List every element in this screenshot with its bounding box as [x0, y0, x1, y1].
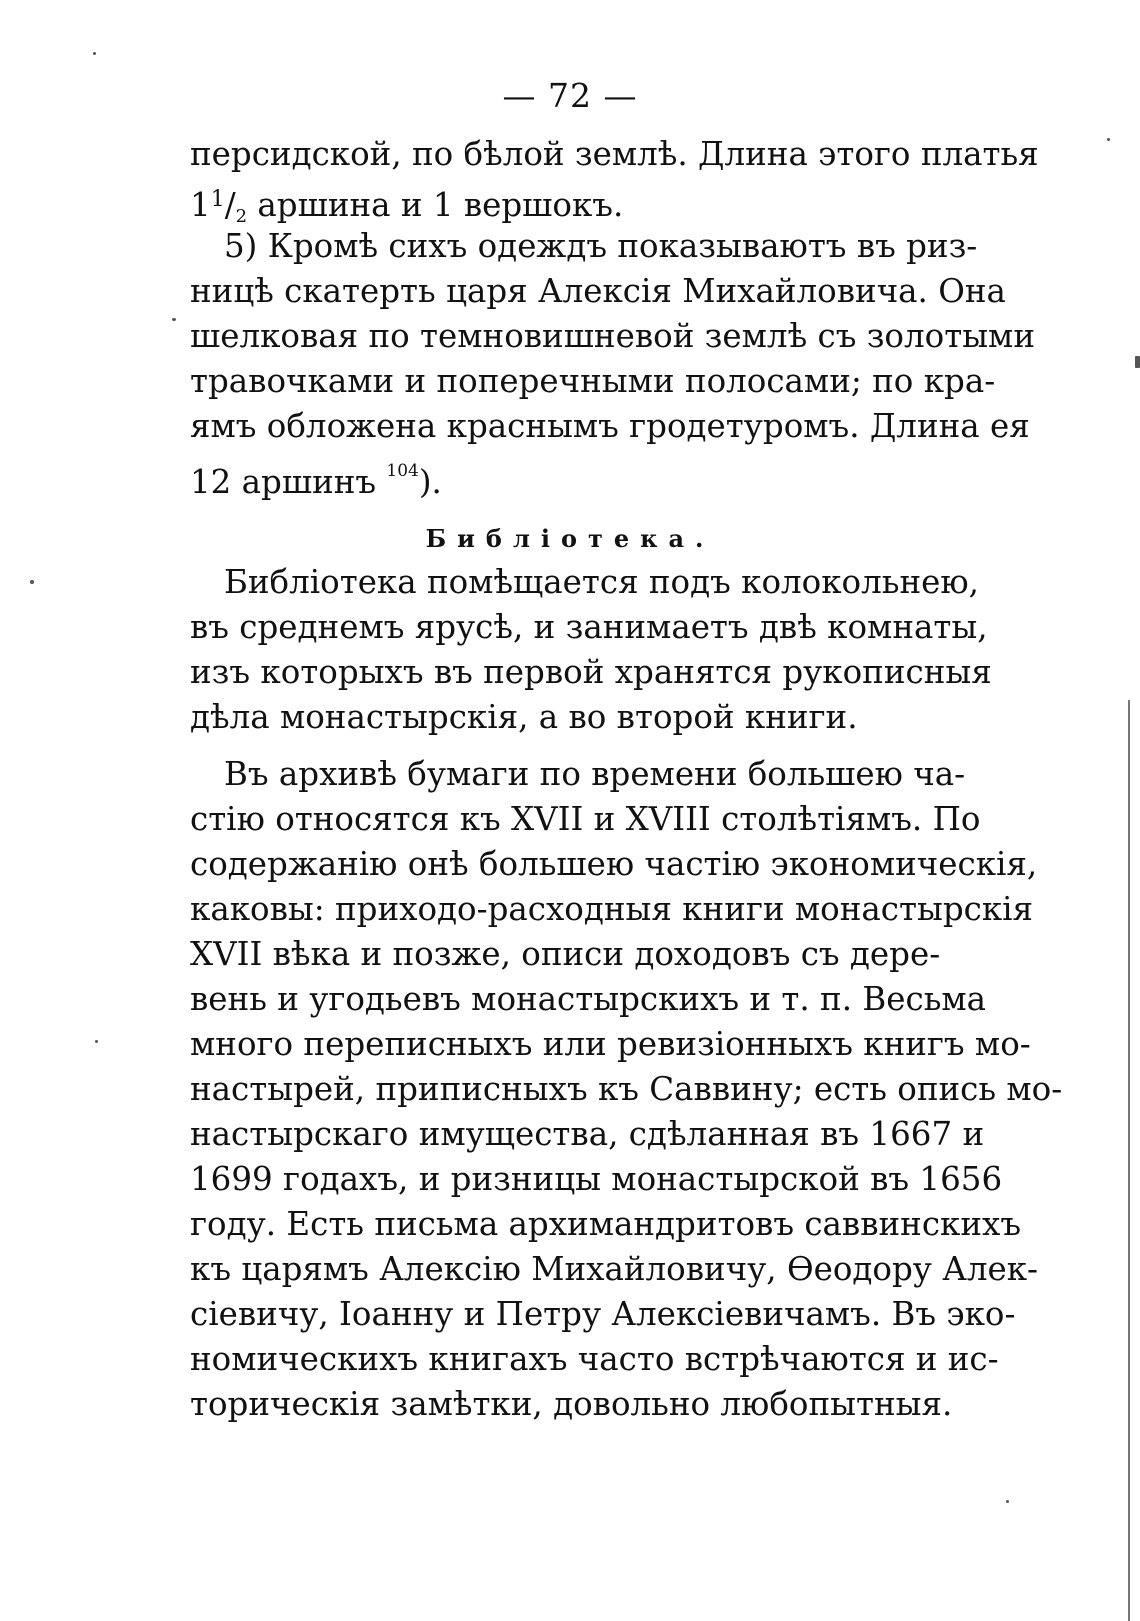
paragraph-archive — [190, 752, 1063, 1427]
whole-number: 1 — [190, 186, 211, 224]
text-line: травочками и поперечными полосами; по кра- — [190, 362, 996, 400]
text-line: 1699 годахъ, и ризницы монастырской въ 1656 — [190, 1160, 1003, 1198]
text-line: 5) Кромѣ сихъ одеждъ показываютъ въ риз- — [224, 227, 978, 265]
text-line: Библіотека помѣщается подъ колокольнею, — [224, 563, 979, 601]
text-line: изъ которыхъ въ первой хранятся рукописныя — [190, 653, 992, 691]
text-line: много переписныхъ или ревизіонныхъ книгъ мо- — [190, 1025, 1031, 1063]
text-line: вень и угодьевъ монастырскихъ и т. п. Весьма — [190, 980, 987, 1018]
scan-speck — [1006, 1500, 1009, 1503]
fraction-numerator: 1 — [210, 187, 225, 212]
text-line: ницѣ скатерть царя Алексія Михайловича. Она — [190, 272, 1006, 310]
text-line: ямъ обложена краснымъ гродетуромъ. Длина ея — [190, 407, 1030, 445]
scan-speck — [93, 52, 96, 55]
text-line: году. Есть письма архимандритовъ саввинскихъ — [190, 1205, 1022, 1243]
text-line: въ среднемъ ярусѣ, и занимаетъ двѣ комнаты, — [190, 608, 988, 646]
scan-speck — [95, 1040, 98, 1043]
text-line: стію относятся къ XVII и XVIII столѣтіямъ. По — [190, 800, 981, 838]
text-line: торическія замѣтки, довольно любопытныя. — [190, 1385, 953, 1423]
text-fragment: 12 аршинъ — [190, 463, 387, 501]
scan-speck — [1107, 138, 1110, 141]
text-line: дѣла монастырскія, а во второй книги. — [190, 698, 858, 736]
text-line: настырскаго имущества, сдѣланная въ 1667 и — [190, 1115, 985, 1153]
text-fragment: ). — [418, 463, 442, 501]
text-line: сіевичу, Іоанну и Петру Алексіевичамъ. Въ эко- — [190, 1295, 1016, 1333]
text-line-footnote — [190, 449, 932, 505]
paragraph-tablecloth — [190, 224, 1035, 505]
scan-speck — [30, 580, 34, 584]
fraction-denominator: 2 — [235, 206, 248, 227]
text-line: персидской, по бѣлой землѣ. Длина этого платья — [190, 135, 1039, 173]
text-line-rest: аршина и 1 вершокъ. — [247, 186, 624, 224]
paragraph-continuation — [190, 132, 1039, 239]
text-line: содержанію онѣ большею частію экономическія, — [190, 845, 1038, 883]
section-heading: Библіотека. — [425, 524, 715, 553]
text-line: XVII вѣка и позже, описи доходовъ съ дере- — [190, 935, 941, 973]
scan-edge-line — [1128, 700, 1130, 1621]
scan-speck — [1135, 356, 1140, 368]
footnote-marker: 104 — [386, 461, 419, 481]
text-line: каковы: приходо-расходныя книги монастырскія — [190, 890, 1034, 928]
page-number: — 72 — — [502, 76, 638, 115]
text-line: къ царямъ Алексію Михайловичу, Ѳеодору Алек- — [190, 1250, 1039, 1288]
text-line: настырей, приписныхъ къ Саввину; есть опись мо- — [190, 1070, 1063, 1108]
text-line-length: $1^1/2$ аршина и 1 вершокъ. — [190, 186, 624, 227]
paragraph-library — [190, 560, 992, 740]
scan-speck — [172, 318, 176, 321]
text-line: шелковая по темновишневой землѣ съ золотыми — [190, 317, 1035, 355]
text-line: номическихъ книгахъ часто встрѣчаются и ис- — [190, 1340, 999, 1378]
text-line: Въ архивѣ бумаги по времени большею ча- — [224, 755, 966, 793]
